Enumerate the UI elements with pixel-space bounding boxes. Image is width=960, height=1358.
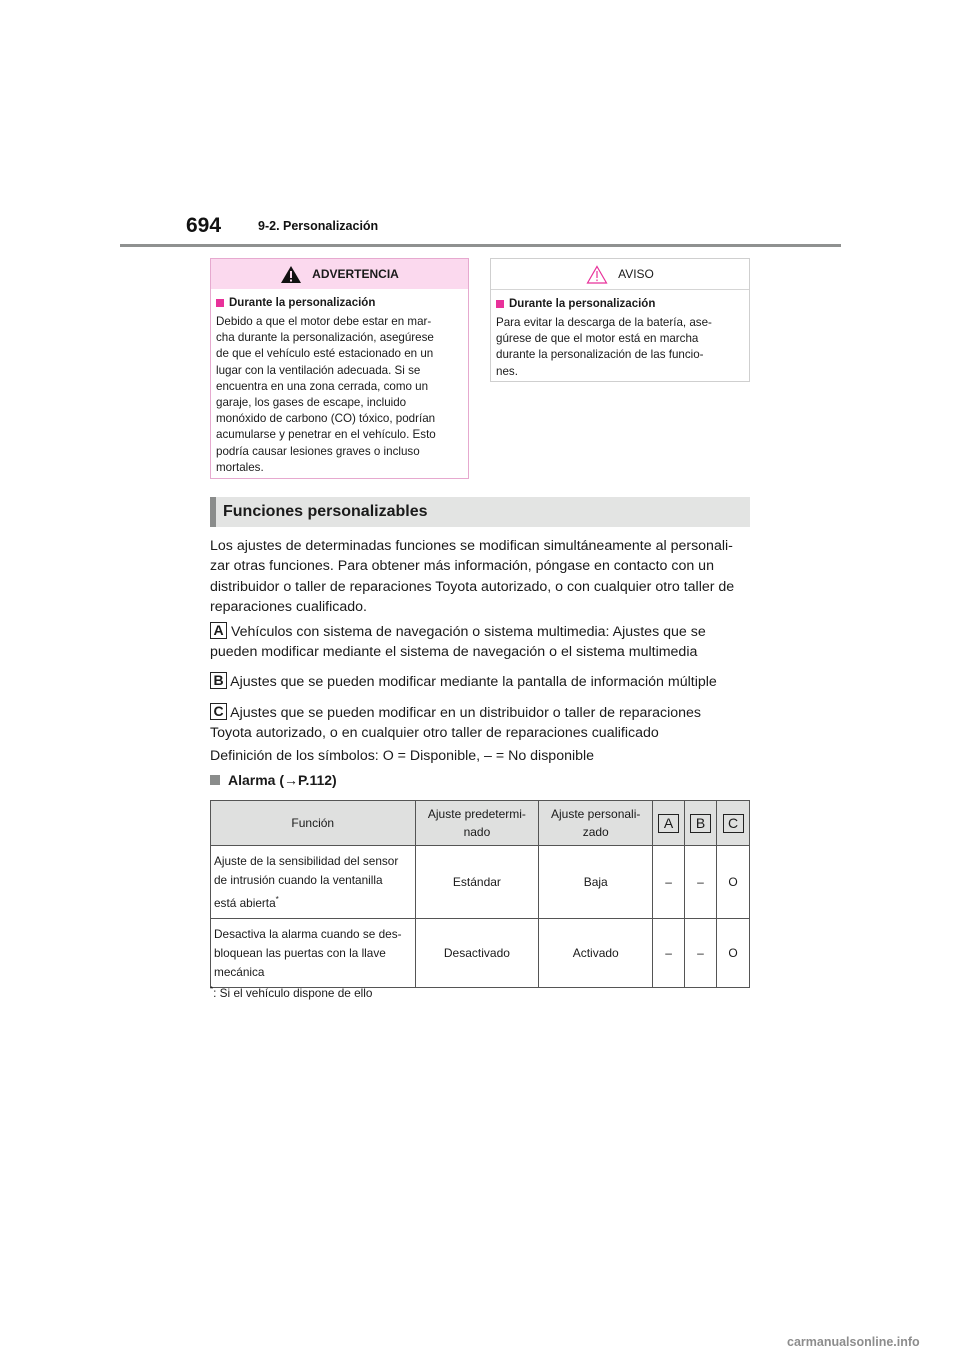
intro-line: Los ajustes de determinadas funciones se modifican simultáneamente al personali- [210,538,733,554]
square-bullet-icon [216,299,224,307]
cell-custom: Baja [539,846,653,919]
cell-function-line: Ajuste de la sensibilidad del sensor [214,853,399,868]
cell-function-line: Desactiva la alarma cuando se des- [214,926,402,941]
cell-a: – [653,846,685,919]
letter-a-box: A [210,622,227,639]
cell-b: – [685,919,717,988]
notice-line: nes. [496,364,518,378]
footnote-mark: * [275,894,279,904]
warning-line: monóxido de carbono (CO) tóxico, podrían [216,412,436,426]
caution-triangle-outline-icon [586,265,608,284]
col-b [685,801,717,846]
warning-box [210,258,469,479]
warning-subtitle-text: Durante la personalización [229,297,376,309]
cell-default: Estándar [415,846,539,919]
cell-function-line: bloquean las puertas con la llave [214,945,386,960]
col-b-letter: B [690,814,711,833]
col-custom-line: Ajuste personali- [551,807,641,821]
table-header-row [211,801,750,846]
footnote [210,985,373,1000]
notice-header [491,259,749,290]
col-a [653,801,685,846]
notice-title: AVISO [618,267,654,281]
warning-line: Debido a que el motor debe estar en mar- [216,315,432,328]
warning-body [216,314,463,476]
warning-line: podría causar lesiones graves o incluso [216,444,420,458]
col-custom [539,801,653,846]
legend-b-line: Ajustes que se pueden modificar mediante la pantalla de información múltiple [230,674,717,690]
settings-table [210,800,750,988]
cell-b: – [685,846,717,919]
warning-line: encuentra en una zona cerrada, como un [216,379,429,393]
symbols-definition: Definición de los símbolos: O = Disponible, – = No disponible [210,748,595,764]
intro-line: distribuidor o taller de reparaciones Toyota autorizado, o con cualquier otro taller de [210,578,735,595]
warning-title: ADVERTENCIA [312,267,399,281]
col-default-line: Ajuste predetermi- [427,807,526,821]
legend-a-line: pueden modificar mediante el sistema de navegación o el sistema multimedia [210,644,698,661]
legend-a-line: Vehículos con sistema de navegación o sistema multimedia: Ajustes que se [230,624,706,640]
alarm-heading-text: Alarma (→P.112) [228,772,337,788]
cell-default: Desactivado [415,919,539,988]
notice-line: durante la personalización de las funcio- [496,348,704,362]
intro-line: reparaciones cualificado. [210,598,367,615]
letter-c-box: C [210,703,227,720]
col-a-letter: A [658,814,679,833]
table-row [211,919,750,988]
square-bullet-icon [210,775,220,785]
cell-c: O [717,846,750,919]
warning-triangle-icon [280,265,302,284]
table-row [211,846,750,919]
notice-subtitle-text: Durante la personalización [509,298,656,310]
col-custom-line: zado [582,825,609,839]
square-bullet-icon [496,300,504,308]
watermark: carmanualsonline.info [787,1335,920,1349]
notice-body [496,315,744,380]
warning-header [211,259,468,289]
cell-function [211,919,416,988]
legend-c [210,703,755,744]
legend-c-line: Ajustes que se pueden modificar en un distribuidor o taller de reparaciones [230,705,702,721]
cell-function [211,846,416,919]
page-number: 694 [186,214,222,237]
cell-a: – [653,919,685,988]
cell-function-line: mecánica [214,964,265,979]
warning-line: cha durante la personalización, asegúrese [216,331,434,345]
warning-line: mortales. [216,460,264,474]
footnote-mark: * [210,985,214,994]
letter-b-box: B [210,672,227,689]
cell-c: O [717,919,750,988]
warning-line: acumularse y penetrar en el vehículo. Esto [216,428,436,442]
cell-function-line: está abierta [214,895,276,910]
header-rule [120,244,841,247]
col-default-line: nado [463,825,491,839]
cell-function-line: de intrusión cuando la ventanilla [214,872,383,887]
legend-c-line: Toyota autorizado, o en cualquier otro taller de reparaciones cualificado [210,725,659,742]
intro-paragraph [210,536,755,617]
col-c-letter: C [723,814,744,833]
notice-box [490,258,750,382]
section-title: 9-2. Personalización [258,219,379,233]
notice-subtitle [496,298,744,310]
warning-subtitle [216,297,463,309]
col-function: Función [211,801,416,846]
col-default [415,801,539,846]
warning-line: garaje, los gases de escape, incluido [216,396,407,410]
col-c [717,801,750,846]
legend-a [210,622,755,663]
footnote-text: : Si el vehículo dispone de ello [213,985,373,1000]
warning-line: de que el vehículo esté estacionado en un [216,347,434,361]
section-heading: Funciones personalizables [210,497,750,527]
alarm-heading [210,772,337,788]
legend-b [210,672,755,692]
notice-line: Para evitar la descarga de la batería, ase- [496,316,712,329]
notice-line: gúrese de que el motor está en marcha [496,332,699,346]
intro-line: zar otras funciones. Para obtener más información, póngase en contacto con un [210,558,714,575]
warning-line: lugar con la ventilación adecuada. Si se [216,363,421,377]
cell-custom: Activado [539,919,653,988]
